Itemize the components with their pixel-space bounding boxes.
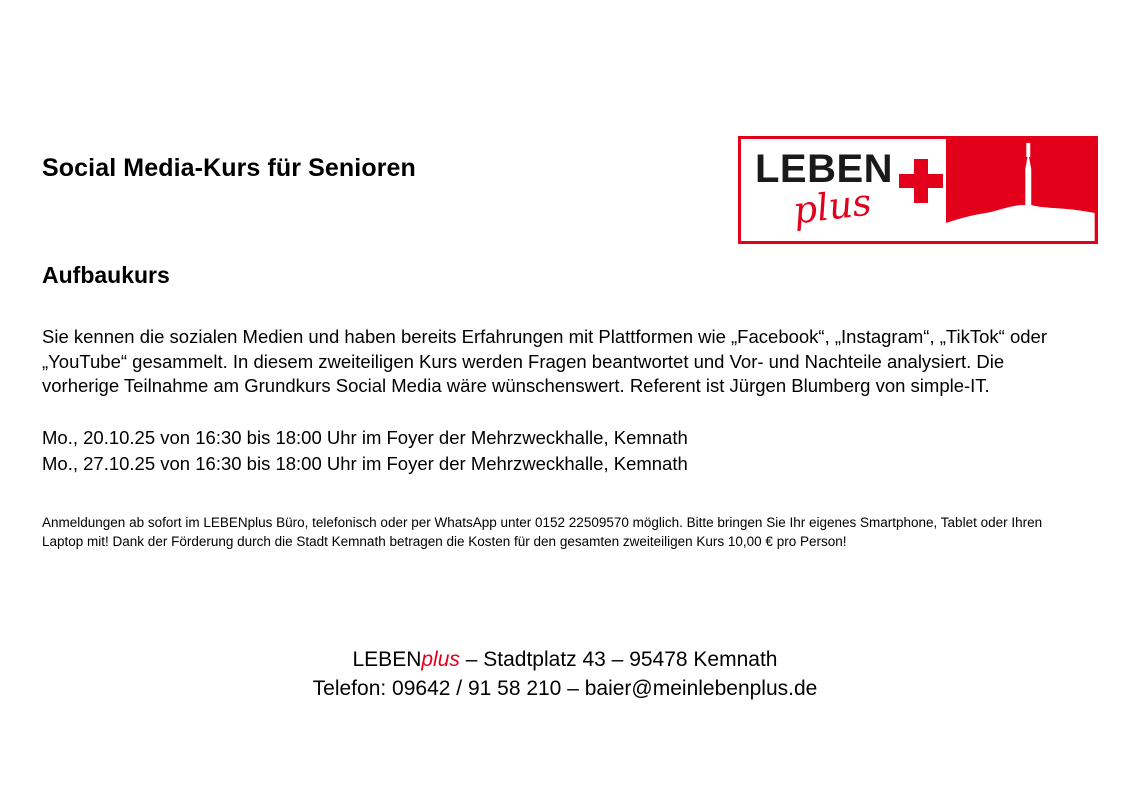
course-date-item: Mo., 27.10.25 von 16:30 bis 18:00 Uhr im Foyer der Mehrzweckhalle, Kemnath [42,453,688,474]
logo-left-panel [741,139,946,241]
logo-leben-text: LEBEN [755,147,894,191]
footer [0,645,1130,703]
lebenplus-logo [738,136,1098,244]
document-header [42,130,1098,250]
course-subtitle: Aufbaukurs [42,262,170,288]
course-date-item: Mo., 20.10.25 von 16:30 bis 18:00 Uhr im Foyer der Mehrzweckhalle, Kemnath [42,427,688,448]
logo-plus-text: plus [790,180,874,233]
course-dates [42,425,1077,477]
red-cross-icon [899,159,943,203]
footer-contact-line: Telefon: 09642 / 91 58 210 – baier@meinlebenplus.de [312,677,818,700]
footer-brand-leben: LEBEN [352,648,422,671]
course-description: Sie kennen die sozialen Medien und haben bereits Erfahrungen mit Plattformen wie „Facebook“, „Instagram“, „TikTok“ oder „YouTube“ gesammelt. In diesem zweiteiligen Kurs werden Fragen beantwortet und Vor- und Nachteile analysiert. Die vorherige Teilnahme am Grundkurs Social Media wäre wünschenswert. Referent ist Jürgen Blumberg von simple-IT. [42,326,1047,396]
page-title: Social Media-Kurs für Senioren [42,154,416,182]
footer-address-rest: – Stadtplatz 43 – 95478 Kemnath [459,648,778,671]
town-skyline-icon [946,139,1095,241]
logo-right-panel [946,139,1095,241]
footer-brand-plus: plus [421,648,460,671]
registration-note: Anmeldungen ab sofort im LEBENplus Büro, telefonisch oder per WhatsApp unter 0152 22509570 möglich. Bitte bringen Sie Ihr eigenes Smartphone, Tablet oder Ihren Laptop mit! Dank der Förderung durch die Stadt Kemnath betragen die Kosten für den gesamten zweiteiligen Kurs 10,00 € pro Person! [42,515,1043,549]
footer-address-line [0,645,1130,674]
